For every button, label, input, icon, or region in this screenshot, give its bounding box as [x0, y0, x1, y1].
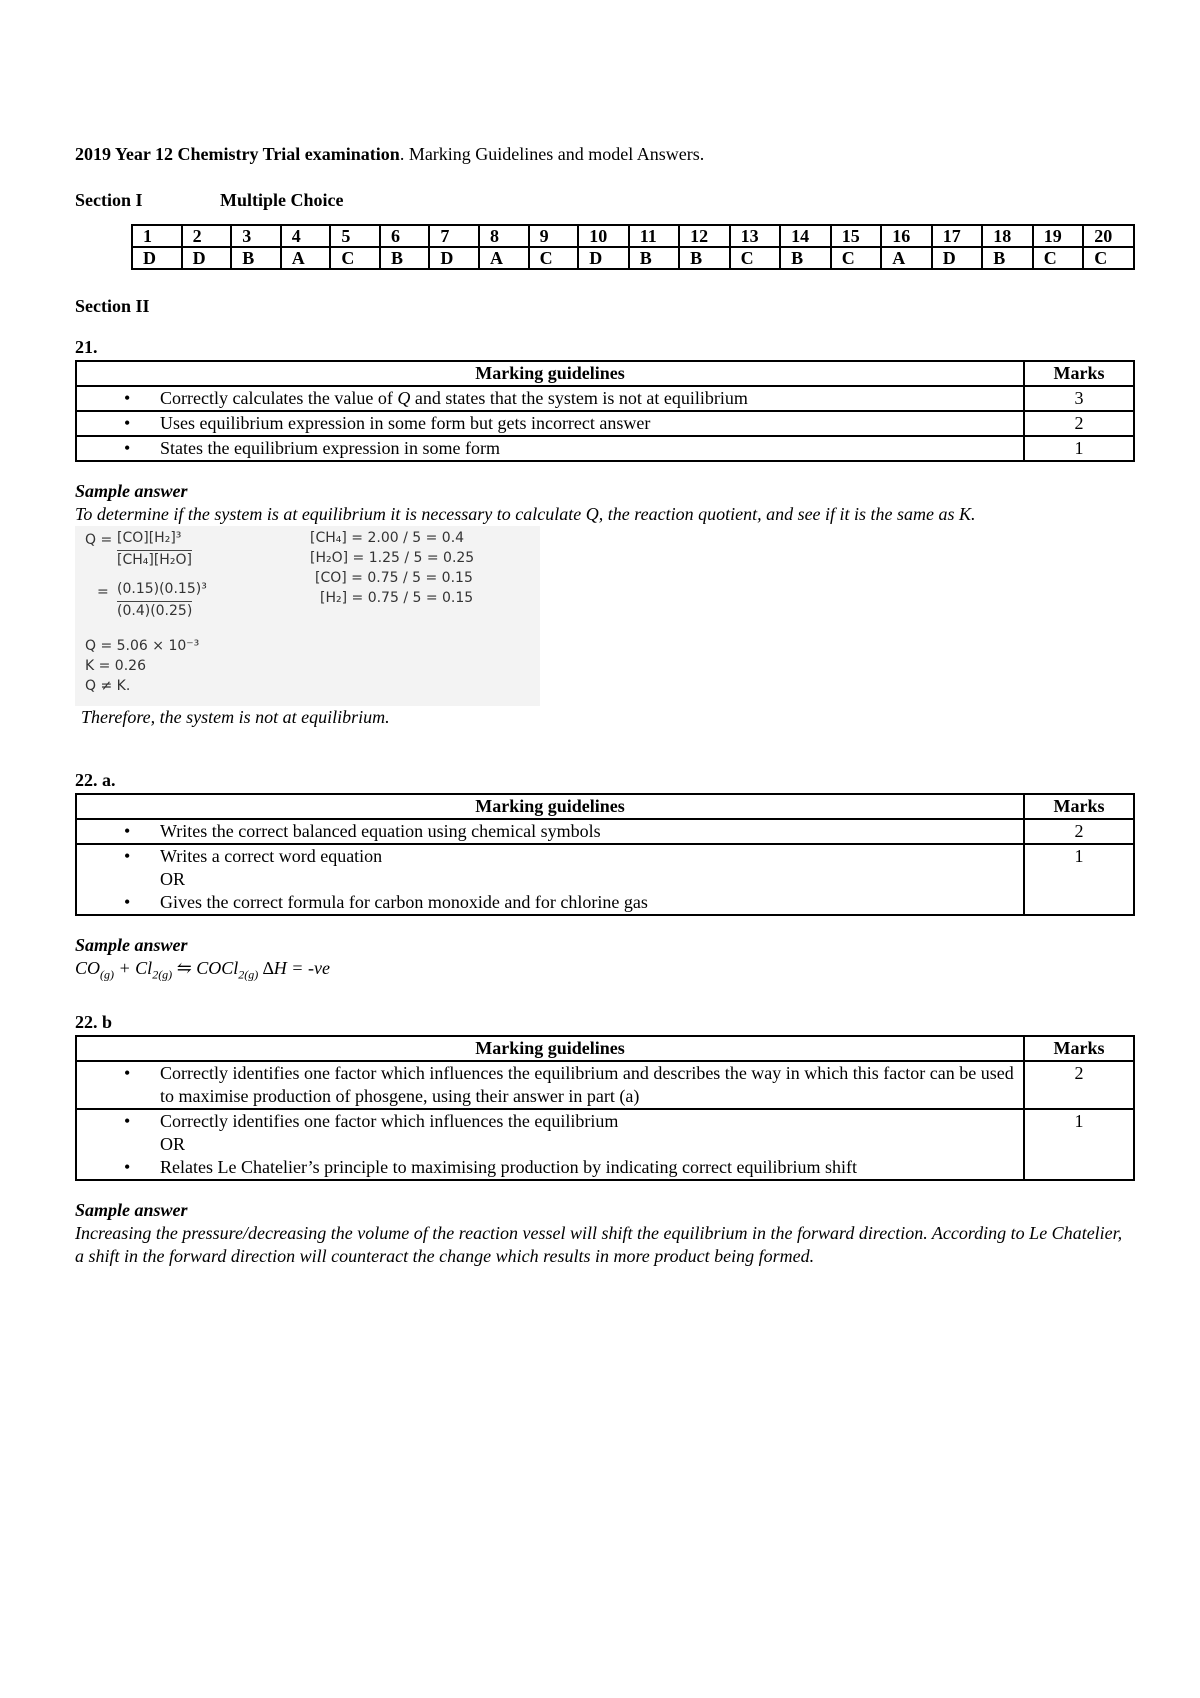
question-22b-number: 22. b — [75, 1011, 113, 1032]
guideline-row — [76, 436, 1134, 461]
handwritten-working-image — [75, 526, 540, 706]
question-21-number: 21. — [75, 337, 98, 357]
mark-value: 1 — [1024, 844, 1134, 915]
mc-number: 2 — [182, 225, 232, 247]
section-1-heading: Section I Multiple Choice — [75, 190, 344, 210]
guideline-row — [76, 1109, 1134, 1180]
guideline-text: • Writes the correct balanced equation using chemical symbols — [117, 820, 1023, 843]
guideline-row — [76, 844, 1134, 915]
sample-answer-label: Sample answer — [75, 935, 188, 955]
substitution-equals: = — [97, 584, 109, 600]
guideline-row — [76, 1061, 1134, 1109]
mc-answer: D — [578, 247, 629, 269]
sample-answer-label: Sample answer — [75, 481, 188, 501]
q-expression-label: Q = — [85, 532, 113, 548]
mc-answer: C — [831, 247, 882, 269]
conc-co: [CO] = 0.75 / 5 = 0.15 — [315, 570, 473, 586]
substitution-numerator: (0.15)(0.15)³ — [117, 581, 207, 597]
k-value: K = 0.26 — [85, 658, 146, 674]
conc-h2: [H₂] = 0.75 / 5 = 0.15 — [320, 590, 474, 606]
guideline-text: • Correctly calculates the value of Q and states that the system is not at equilibrium — [117, 387, 1023, 410]
mc-number: 13 — [730, 225, 781, 247]
mc-number: 19 — [1033, 225, 1084, 247]
mc-answer: B — [679, 247, 730, 269]
or-separator: OR — [160, 869, 186, 889]
mc-number: 1 — [132, 225, 182, 247]
q22a-marking-table — [75, 793, 1135, 916]
mc-number: 12 — [679, 225, 730, 247]
mc-answer: B — [231, 247, 280, 269]
section-2-heading: Section II — [75, 296, 150, 316]
mark-value: 3 — [1024, 386, 1134, 411]
balanced-equation: $CO_{(g)} + Cl_{2(g)}$ ⇋ COCl$_{2(g)}$ ∆H = -ve — [75, 958, 330, 982]
equilibrium-arrow: ⇋ — [172, 958, 197, 978]
guideline-text: • Relates Le Chatelier’s principle to maximising production by indicating correct equilibrium shift — [117, 1156, 1023, 1179]
mark-value: 2 — [1024, 411, 1134, 436]
or-separator: OR — [160, 1133, 186, 1154]
mc-answer: D — [182, 247, 232, 269]
mc-number: 5 — [330, 225, 380, 247]
mc-answer: B — [780, 247, 831, 269]
question-number-row — [132, 225, 1134, 247]
mc-number: 3 — [231, 225, 280, 247]
mark-value: 1 — [1024, 436, 1134, 461]
mc-number: 17 — [932, 225, 983, 247]
q-numerator: [CO][H₂]³ — [117, 530, 182, 546]
guidelines-header: Marking guidelines — [76, 361, 1024, 386]
mc-number: 8 — [479, 225, 529, 247]
mc-number: 7 — [429, 225, 479, 247]
q21-marking-table — [75, 360, 1135, 462]
mc-number: 4 — [281, 225, 331, 247]
guideline-text: • Correctly identifies one factor which influences the equilibrium — [117, 1110, 1023, 1133]
guideline-row — [76, 411, 1134, 436]
sample-answer-label: Sample answer — [75, 1199, 188, 1220]
conc-ch4: [CH₄] = 2.00 / 5 = 0.4 — [310, 530, 465, 546]
mc-answer: D — [429, 247, 479, 269]
mc-number: 18 — [982, 225, 1033, 247]
guideline-text: • Gives the correct formula for carbon monoxide and for chlorine gas — [117, 891, 1023, 914]
mc-answer: B — [380, 247, 429, 269]
mc-answer: B — [629, 247, 679, 269]
mc-number: 16 — [881, 225, 932, 247]
marks-header: Marks — [1024, 361, 1134, 386]
multiple-choice-answer-table — [131, 224, 1135, 270]
q-not-equal-k: Q ≠ K. — [85, 678, 131, 694]
mc-answer: C — [730, 247, 781, 269]
mc-number: 9 — [529, 225, 579, 247]
guideline-row — [76, 819, 1134, 844]
guideline-text: • Uses equilibrium expression in some form but gets incorrect answer — [117, 412, 1023, 435]
mc-answer: A — [881, 247, 932, 269]
marks-header: Marks — [1024, 794, 1134, 819]
marks-header: Marks — [1024, 1036, 1134, 1061]
mc-answer: D — [932, 247, 983, 269]
mark-value: 2 — [1024, 1061, 1134, 1109]
guideline-text: • States the equilibrium expression in some form — [117, 437, 1023, 460]
question-22a-number: 22. a. — [75, 770, 116, 790]
guideline-row — [76, 386, 1134, 411]
sample-answer-conclusion: Therefore, the system is not at equilibrium. — [81, 707, 390, 727]
guideline-text: • Correctly identifies one factor which influences the equilibrium and describes the way in which this factor can be used to maximise production of phosgene, using their answer in part (a) — [117, 1062, 1023, 1108]
q-result: Q = 5.06 × 10⁻³ — [85, 638, 200, 654]
guideline-text: • Writes a correct word equation — [117, 845, 1023, 868]
mc-number: 20 — [1083, 225, 1134, 247]
mc-number: 11 — [629, 225, 679, 247]
answer-row — [132, 247, 1134, 269]
substitution-denominator: (0.4)(0.25) — [117, 603, 193, 619]
mark-value: 1 — [1024, 1109, 1134, 1180]
sample-answer-intro: To determine if the system is at equilibrium it is necessary to calculate Q, the reaction quotient, and see if it is the same as K. — [75, 504, 976, 524]
mc-number: 14 — [780, 225, 831, 247]
mc-number: 15 — [831, 225, 882, 247]
sample-answer-text: Increasing the pressure/decreasing the volume of the reaction vessel will shift the equilibrium in the forward direction. According to Le Chatelier, a shift in the forward direction will counteract the change which results in more product being formed. — [75, 1222, 1123, 1266]
mc-answer: A — [479, 247, 529, 269]
document-title: 2019 Year 12 Chemistry Trial examination. Marking Guidelines and model Answers. — [75, 144, 705, 164]
mc-number: 6 — [380, 225, 429, 247]
mc-answer: C — [529, 247, 579, 269]
conc-h2o: [H₂O] = 1.25 / 5 = 0.25 — [310, 550, 475, 566]
mc-answer: B — [982, 247, 1033, 269]
mark-value: 2 — [1024, 819, 1134, 844]
mc-answer: D — [132, 247, 182, 269]
marking-guidelines-page — [75, 140, 1135, 1268]
guidelines-header: Marking guidelines — [76, 1036, 1024, 1061]
guidelines-header: Marking guidelines — [76, 794, 1024, 819]
mc-answer: A — [281, 247, 331, 269]
mc-answer: C — [330, 247, 380, 269]
mc-answer: C — [1033, 247, 1084, 269]
mc-number: 10 — [578, 225, 629, 247]
q22b-marking-table — [75, 1035, 1135, 1181]
mc-answer: C — [1083, 247, 1134, 269]
q-denominator: [CH₄][H₂O] — [117, 552, 192, 568]
